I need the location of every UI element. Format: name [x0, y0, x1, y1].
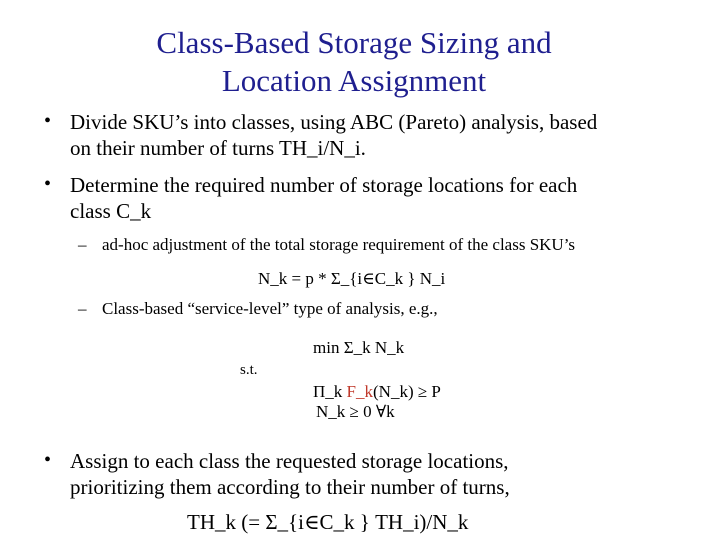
bullet-3-line-2: prioritizing them according to their number of turns, — [70, 475, 510, 499]
constraint-service-level — [313, 382, 441, 402]
objective-function: min Σ_k N_k — [313, 338, 405, 357]
bullet-dot-1: • — [44, 110, 52, 132]
sub-dash-2: – — [78, 299, 87, 318]
constraint-rhs: (N_k) ≥ P — [373, 382, 441, 401]
bullet-3-line-1: Assign to each class the requested storage locations, — [70, 449, 509, 473]
title-line-2: Location Assignment — [221, 63, 487, 98]
bullet-2-line-1: Determine the required number of storage locations for each — [70, 173, 578, 197]
bullet-1 — [70, 109, 597, 161]
constraint-product: Π_k — [313, 382, 347, 401]
constraint-nonnegativity: N_k ≥ 0 ∀k — [316, 402, 395, 421]
sub-bullet-2: Class-based “service-level” type of analysis, e.g., — [102, 299, 438, 318]
sub-bullet-1: ad-hoc adjustment of the total storage requirement of the class SKU’s — [102, 235, 576, 254]
bullet-3 — [70, 448, 510, 500]
constraint-highlight-fk: F_k — [346, 382, 373, 401]
bullet-dot-2: • — [44, 173, 52, 195]
sub-dash-1: – — [78, 235, 87, 254]
bullet-2-line-2: class C_k — [70, 199, 152, 223]
bullet-1-line-2: on their number of turns TH_i/N_i. — [70, 136, 366, 160]
formula-throughput: TH_k (= Σ_{i∈C_k } TH_i)/N_k — [187, 510, 469, 534]
subject-to-label: s.t. — [240, 362, 258, 378]
slide-title — [0, 24, 708, 100]
bullet-dot-3: • — [44, 449, 52, 471]
title-line-1: Class-Based Storage Sizing and — [156, 25, 552, 60]
formula-class-size: N_k = p * Σ_{i∈C_k } N_i — [258, 269, 446, 288]
bullet-2 — [70, 172, 577, 224]
bullet-1-line-1: Divide SKU’s into classes, using ABC (Pareto) analysis, based — [70, 110, 598, 134]
